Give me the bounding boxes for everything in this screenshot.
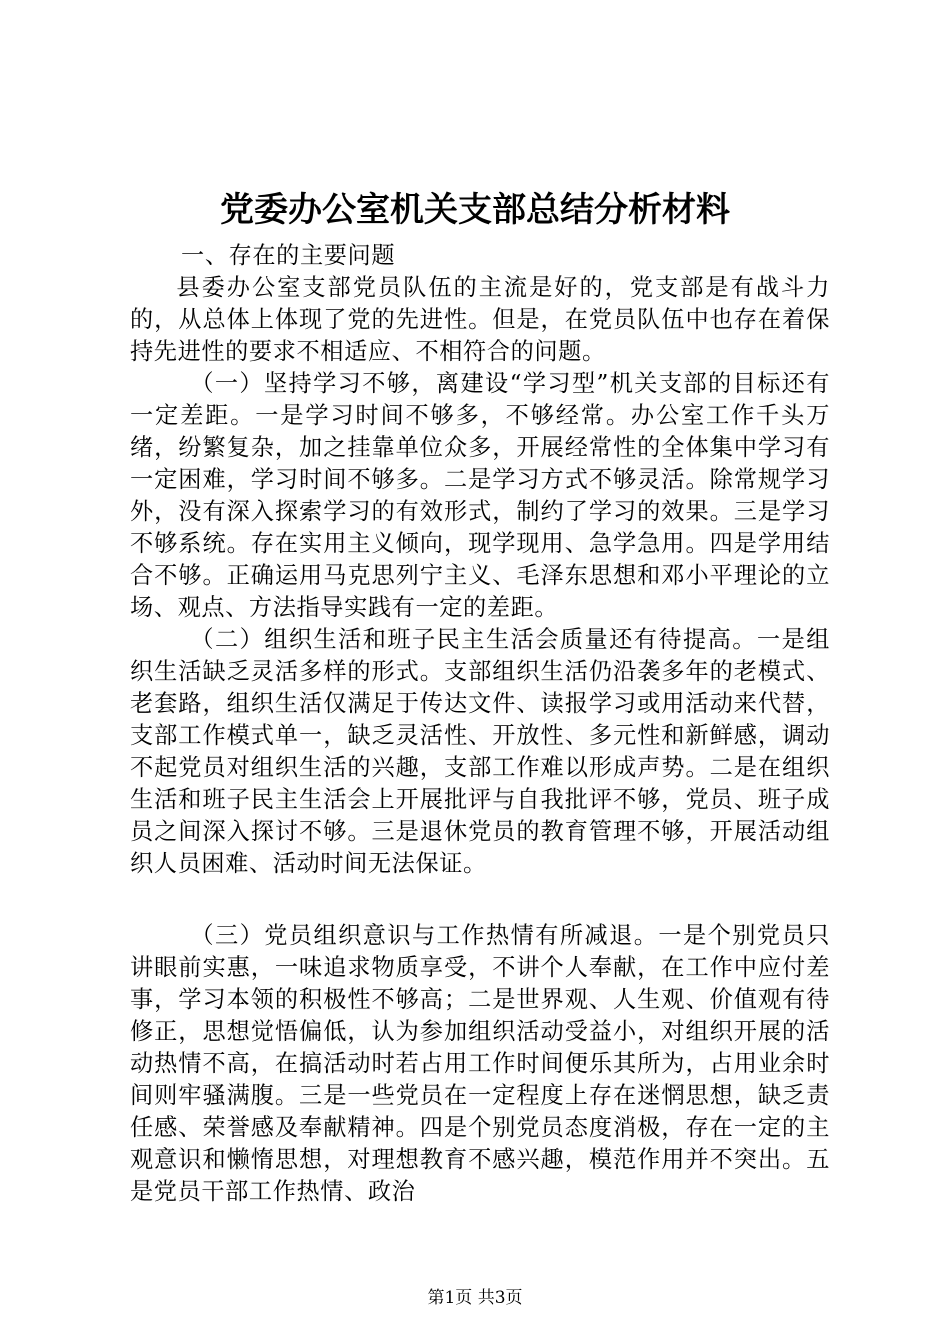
paragraph-organization-life: （二）组织生活和班子民主生活会质量还有待提高。一是组织生活缺乏灵活多样的形式。支部组织生活仍沿袭多年的老模式、老套路，组织生活仅满足于传达文件、读报学习或用活动来代替，支部工作模式单一，缺乏灵活性、开放性、多元性和新鲜感，调动不起党员对组织生活的兴趣，支部工作难以形成声势。二是在组织生活和班子民主生活会上开展批评与自我批评不够，党员、班子成员之间深入探讨不够。三是退休党员的教育管理不够，开展活动组织人员困难、活动时间无法保证。 — [130, 626, 830, 877]
paragraph-member-enthusiasm: （三）党员组织意识与工作热情有所减退。一是个别党员只讲眼前实惠，一味追求物质享受，不讲个人奉献，在工作中应付差事，学习本领的积极性不够高；二是世界观、人生观、价值观有待修正，思想觉悟偏低，认为参加组织活动受益小，对组织开展的活动热情不高，在搞活动时若占用工作时间便乐其所为，占用业余时间则牢骚满腹。三是一些党员在一定程度上存在迷惘思想，缺乏责任感、荣誉感及奉献精神。四是个别党员态度消极，存在一定的主观意识和懒惰思想，对理想教育不感兴趣，模范作用并不突出。五是党员干部工作热情、政治 — [130, 922, 830, 1205]
paragraph-gap — [130, 880, 830, 920]
paragraph-study: （一）坚持学习不够，离建设“学习型”机关支部的目标还有一定差距。一是学习时间不够多，不够经常。办公室工作千头万绪，纷繁复杂，加之挂靠单位众多，开展经常性的全体集中学习有一定困难，学习时间不够多。二是学习方式不够灵活。除常规学习外，没有深入探索学习的有效形式，制约了学习的效果。三是学习不够系统。存在实用主义倾向，现学现用、急学急用。四是学用结合不够。正确运用马克思列宁主义、毛泽东思想和邓小平理论的立场、观点、方法指导实践有一定的差距。 — [130, 370, 830, 621]
page-number: 第1页 共3页 — [427, 1288, 523, 1308]
document-title: 党委办公室机关支部总结分析材料 — [220, 190, 730, 230]
section-heading: 一、存在的主要问题 — [181, 242, 396, 269]
paragraph-intro: 县委办公室支部党员队伍的主流是好的，党支部是有战斗力的，从总体上体现了党的先进性。但是，在党员队伍中也存在着保持先进性的要求不相适应、不相符合的问题。 — [130, 274, 830, 365]
document-body — [130, 240, 830, 1208]
